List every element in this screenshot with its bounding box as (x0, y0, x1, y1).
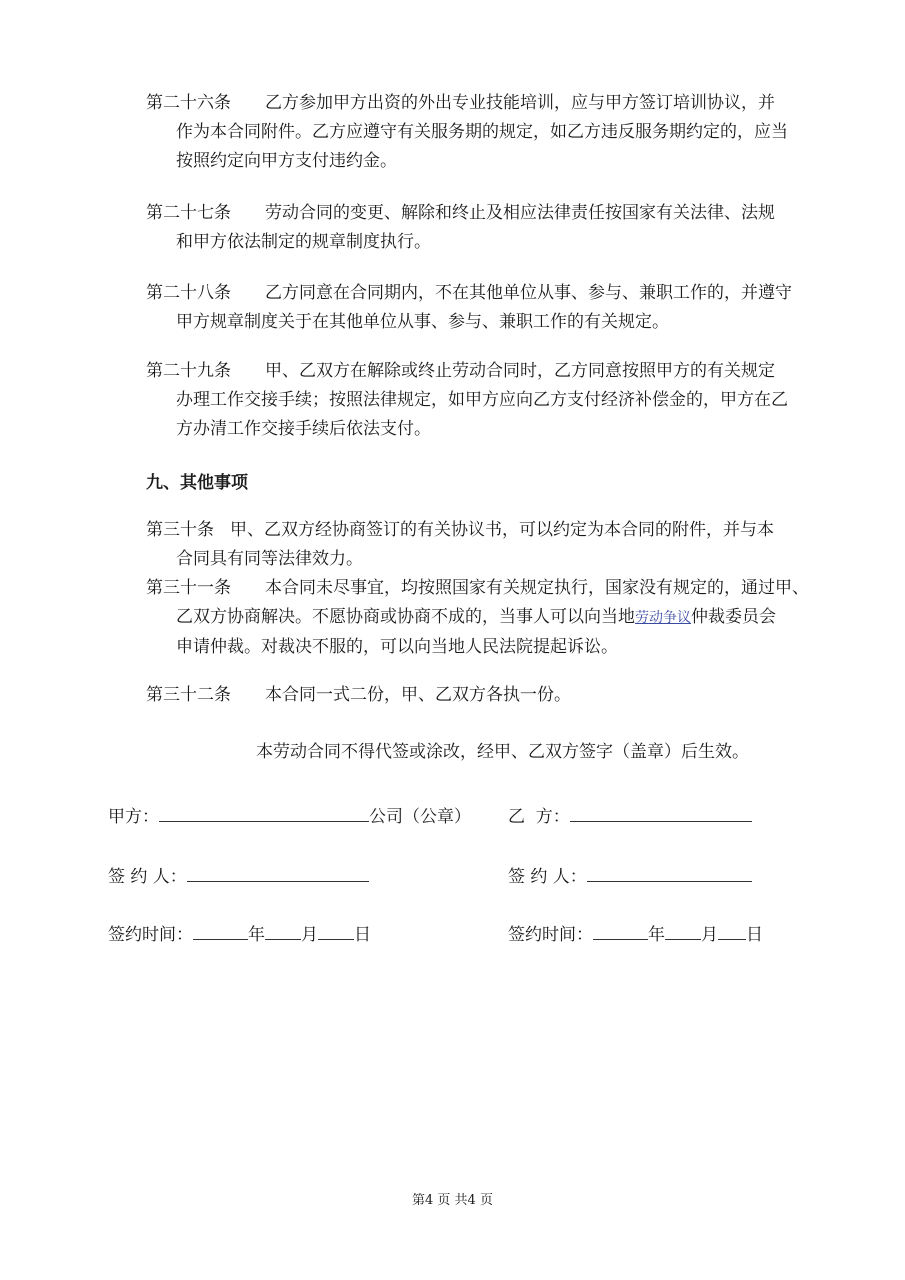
clause-text: 本合同一式二份，甲、乙双方各执一份。 (265, 685, 571, 705)
party-b-signer-field[interactable] (587, 865, 752, 882)
clause-text: 按照约定向甲方支付违约金。 (176, 151, 397, 171)
clause-number: 第二十七条 (146, 203, 231, 223)
party-a-signer-line (108, 862, 369, 887)
clause-number: 第三十条 (146, 520, 214, 540)
labor-dispute-link[interactable]: 劳动争议 (635, 610, 691, 626)
clause-text: 乙双方协商解决。不愿协商或协商不成的，当事人可以向当地 (176, 607, 635, 627)
signer-label: 签 约 人： (108, 867, 187, 887)
party-b-year-field[interactable] (593, 923, 648, 940)
clause-32 (146, 681, 826, 710)
clause-text: 甲方规章制度关于在其他单位从事、参与、兼职工作的有关规定。 (176, 312, 669, 332)
clause-31 (146, 574, 826, 662)
year-label: 年 (648, 925, 665, 945)
party-b-line (508, 802, 752, 827)
party-b-signer-line (508, 862, 752, 887)
clause-26 (146, 89, 826, 176)
party-b-label: 乙 方： (508, 807, 570, 827)
month-label: 月 (301, 925, 318, 945)
clause-number: 第三十二条 (146, 685, 231, 705)
party-a-signer-field[interactable] (187, 865, 369, 882)
effect-note: 本劳动合同不得代签或涂改，经甲、乙双方签字（盖章）后生效。 (256, 742, 749, 762)
month-label: 月 (701, 925, 718, 945)
day-label: 日 (746, 925, 763, 945)
clause-number: 第二十八条 (146, 283, 231, 303)
clause-text: 乙方同意在合同期内，不在其他单位从事、参与、兼职工作的，并遵守 (265, 283, 792, 303)
clause-30 (146, 516, 826, 574)
party-b-date-line (508, 920, 763, 945)
party-b-day-field[interactable] (718, 923, 746, 940)
party-a-label: 甲方： (108, 807, 159, 827)
section-heading: 九、其他事项 (146, 473, 248, 493)
clause-text: 甲、乙双方经协商签订的有关协议书，可以约定为本合同的附件，并与本 (230, 520, 774, 540)
clause-text: 办理工作交接手续；按照法律规定，如甲方应向乙方支付经济补偿金的，甲方在乙 (176, 390, 788, 410)
clause-text: 作为本合同附件。乙方应遵守有关服务期的规定，如乙方违反服务期约定的，应当 (176, 122, 788, 142)
clause-text: 甲、乙双方在解除或终止劳动合同时，乙方同意按照甲方的有关规定 (265, 361, 775, 381)
clause-27 (146, 199, 826, 257)
party-a-year-field[interactable] (193, 923, 248, 940)
signer-label: 签 约 人： (508, 867, 587, 887)
clause-text: 仲裁委员会 (691, 607, 776, 627)
page-footer: 第4 页 共4 页 (412, 1193, 493, 1208)
clause-text: 和甲方依法制定的规章制度执行。 (176, 232, 431, 252)
party-a-line (108, 802, 471, 827)
date-label: 签约时间： (108, 925, 193, 945)
party-a-suffix: 公司（公章） (369, 807, 471, 827)
clause-text: 劳动合同的变更、解除和终止及相应法律责任按国家有关法律、法规 (265, 203, 775, 223)
clause-text: 本合同未尽事宜，均按照国家有关规定执行，国家没有规定的，通过甲、 (265, 578, 809, 598)
party-a-date-line (108, 920, 371, 945)
clause-number: 第三十一条 (146, 578, 231, 598)
clause-text: 合同具有同等法律效力。 (176, 549, 363, 569)
party-a-name-field[interactable] (159, 805, 369, 822)
clause-text: 方办清工作交接手续后依法支付。 (176, 419, 431, 439)
clause-number: 第二十九条 (146, 361, 231, 381)
clause-number: 第二十六条 (146, 93, 231, 113)
party-a-month-field[interactable] (265, 923, 301, 940)
date-label: 签约时间： (508, 925, 593, 945)
party-a-day-field[interactable] (318, 923, 354, 940)
clause-text: 申请仲裁。对裁决不服的，可以向当地人民法院提起诉讼。 (176, 637, 618, 657)
clause-29 (146, 357, 826, 444)
year-label: 年 (248, 925, 265, 945)
clause-28 (146, 279, 826, 337)
party-b-month-field[interactable] (665, 923, 701, 940)
party-b-name-field[interactable] (570, 805, 752, 822)
day-label: 日 (354, 925, 371, 945)
clause-text: 乙方参加甲方出资的外出专业技能培训，应与甲方签订培训协议，并 (265, 93, 775, 113)
